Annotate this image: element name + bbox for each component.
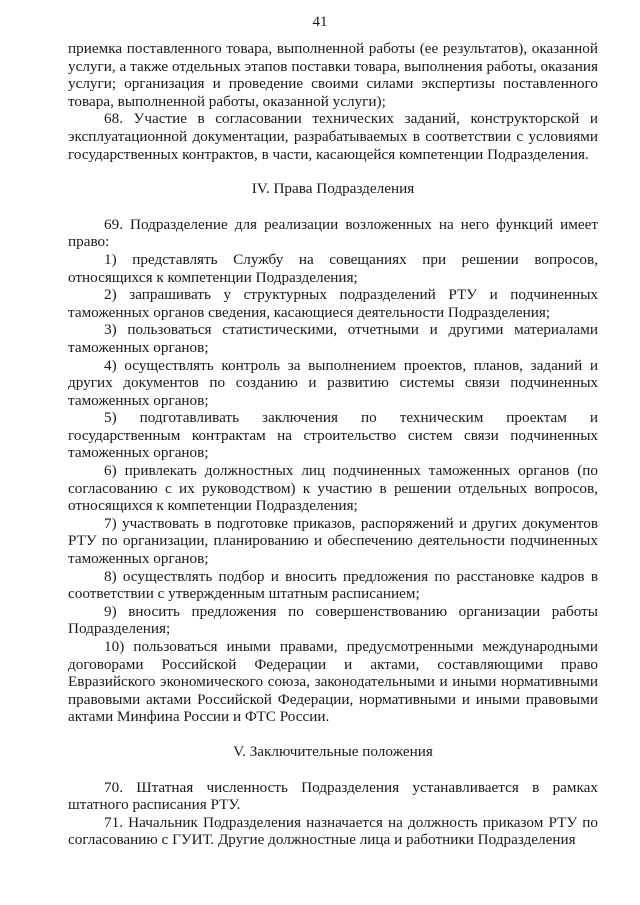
list-item: 7) участвовать в подготовке приказов, распоряжений и других документов РТУ по организации, планированию и обеспечению деятельности подчиненных таможенных органов; — [68, 514, 598, 568]
document-body — [68, 40, 598, 849]
list-item: 4) осуществлять контроль за выполнением проектов, планов, заданий и других документов по созданию и развитию системы связи подчиненных таможенных органов; — [68, 356, 598, 409]
paragraph-67-continuation: приемка поставленного товара, выполненной работы (ее результатов), оказанной услуги, а также отдельных этапов поставки товара, выполнения работы, оказания услуги; организация и проведение своими силами экспертизы поставленного товара, выполненной работы, оказанной услуги); — [68, 40, 598, 110]
list-item: 2) запрашивать у структурных подразделений РТУ и подчиненных таможенных органов сведения, касающиеся деятельности Подразделения; — [68, 286, 598, 321]
paragraph-68: 68. Участие в согласовании технических заданий, конструкторской и эксплуатационной документации, разрабатываемых в соответствии с условиями государственных контрактов, в части, касающейся компетенции Подразделения. — [68, 110, 598, 163]
page-number: 41 — [312, 14, 328, 30]
list-item: 5) подготавливать заключения по техническим проектам и государственным контрактам на строительство систем связи подчиненных таможенных органов; — [68, 409, 598, 462]
list-item: 9) вносить предложения по совершенствованию организации работы Подразделения; — [68, 602, 598, 638]
list-item: 8) осуществлять подбор и вносить предложения по расстановке кадров в соответствии с утвержденным штатным расписанием; — [68, 567, 598, 603]
list-item: 3) пользоваться статистическими, отчетными и другими материалами таможенных органов; — [68, 321, 598, 356]
paragraph-69: 69. Подразделение для реализации возложенных на него функций имеет право: — [68, 215, 598, 251]
section-heading-final: V. Заключительные положения — [233, 742, 433, 760]
paragraph-70: 70. Штатная численность Подразделения устанавливается в рамках штатного расписания РТУ. — [68, 778, 598, 814]
section-heading-rights: IV. Права Подразделения — [251, 180, 415, 198]
list-item: 1) представлять Службу на совещаниях при решении вопросов, относящихся к компетенции Подразделения; — [68, 250, 598, 286]
paragraph-71: 71. Начальник Подразделения назначается на должность приказом РТУ по согласованию с ГУИТ. Другие должностные лица и работники Подразделения — [68, 813, 598, 849]
list-item: 10) пользоваться иными правами, предусмотренными международными договорами Российской Федерации и актами, составляющими право Евразийского экономического союза, законодательными и иными нормативными правовыми актами Российской Федерации, нормативными и иными правовыми актами Минфина России и ФТС России. — [68, 638, 598, 726]
list-item: 6) привлекать должностных лиц подчиненных таможенных органов (по согласованию с их руководством) к участию в решении отдельных вопросов, относящихся к компетенции Подразделения; — [68, 462, 598, 515]
